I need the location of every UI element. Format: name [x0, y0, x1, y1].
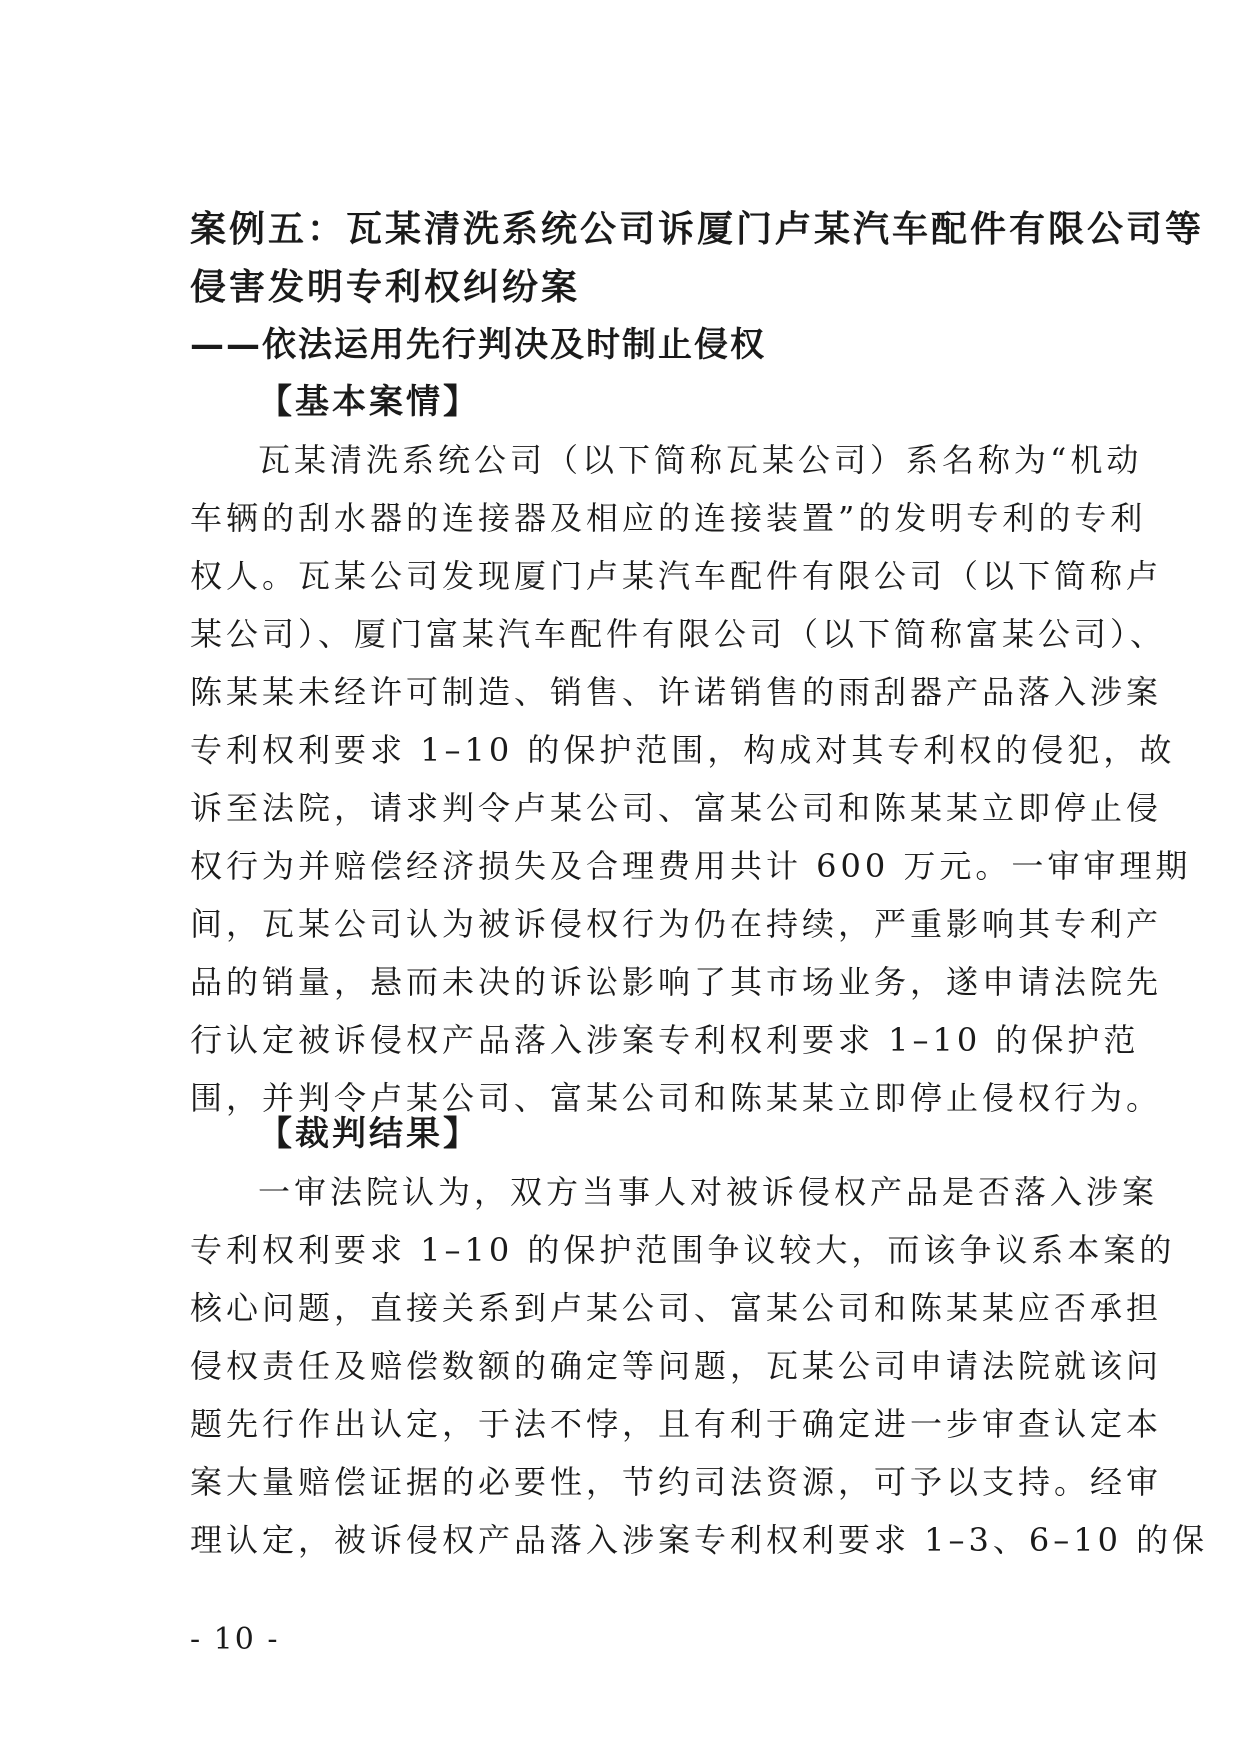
- paragraph-line: 围，并判令卢某公司、富某公司和陈某某立即停止侵权行为。: [190, 1079, 1163, 1117]
- paragraph-line: 陈某某未经许可制造、销售、许诺销售的雨刮器产品落入涉案: [190, 673, 1163, 711]
- paragraph-line: 权人。瓦某公司发现厦门卢某汽车配件有限公司（以下简称卢: [190, 557, 1163, 595]
- paragraph-line: 车辆的刮水器的连接器及相应的连接装置”的发明专利的专利: [190, 499, 1147, 537]
- paragraph-line: 专利权利要求 1–10 的保护范围，构成对其专利权的侵犯，故: [190, 731, 1176, 769]
- page-number: - 10 -: [190, 1622, 280, 1657]
- paragraph-line: 品的销量，悬而未决的诉讼影响了其市场业务，遂申请法院先: [190, 963, 1163, 1001]
- section-heading-judgment-result: 【裁判结果】: [258, 1114, 480, 1154]
- paragraph-line: 侵权责任及赔偿数额的确定等问题，瓦某公司申请法院就该问: [190, 1347, 1163, 1385]
- paragraph-line: 案大量赔偿证据的必要性，节约司法资源，可予以支持。经审: [190, 1463, 1163, 1501]
- paragraph-line: 某公司）、厦门富某汽车配件有限公司（以下简称富某公司）、: [190, 615, 1167, 653]
- paragraph-line: 理认定，被诉侵权产品落入涉案专利权利要求 1–3、6–10 的保: [190, 1521, 1209, 1559]
- case-subtitle: ——依法运用先行判决及时制止侵权: [190, 325, 766, 365]
- paragraph-line: 专利权利要求 1–10 的保护范围争议较大，而该争议系本案的: [190, 1231, 1176, 1269]
- case-title-line-2: 侵害发明专利权纠纷案: [190, 267, 581, 308]
- paragraph-line: 瓦某清洗系统公司（以下简称瓦某公司）系名称为“机动: [258, 441, 1143, 479]
- paragraph-line: 权行为并赔偿经济损失及合理费用共计 600 万元。一审审理期: [190, 847, 1192, 885]
- paragraph-line: 行认定被诉侵权产品落入涉案专利权利要求 1–10 的保护范: [190, 1021, 1140, 1059]
- section-heading-basic-facts: 【基本案情】: [258, 382, 480, 422]
- paragraph-line: 间，瓦某公司认为被诉侵权行为仍在持续，严重影响其专利产: [190, 905, 1163, 943]
- paragraph-line: 核心问题，直接关系到卢某公司、富某公司和陈某某应否承担: [190, 1289, 1163, 1327]
- paragraph-line: 诉至法院，请求判令卢某公司、富某公司和陈某某立即停止侵: [190, 789, 1163, 827]
- case-title-line-1: 案例五：瓦某清洗系统公司诉厦门卢某汽车配件有限公司等: [190, 209, 1205, 250]
- paragraph-line: 一审法院认为，双方当事人对被诉侵权产品是否落入涉案: [258, 1173, 1159, 1211]
- paragraph-line: 题先行作出认定，于法不悖，且有利于确定进一步审查认定本: [190, 1405, 1163, 1443]
